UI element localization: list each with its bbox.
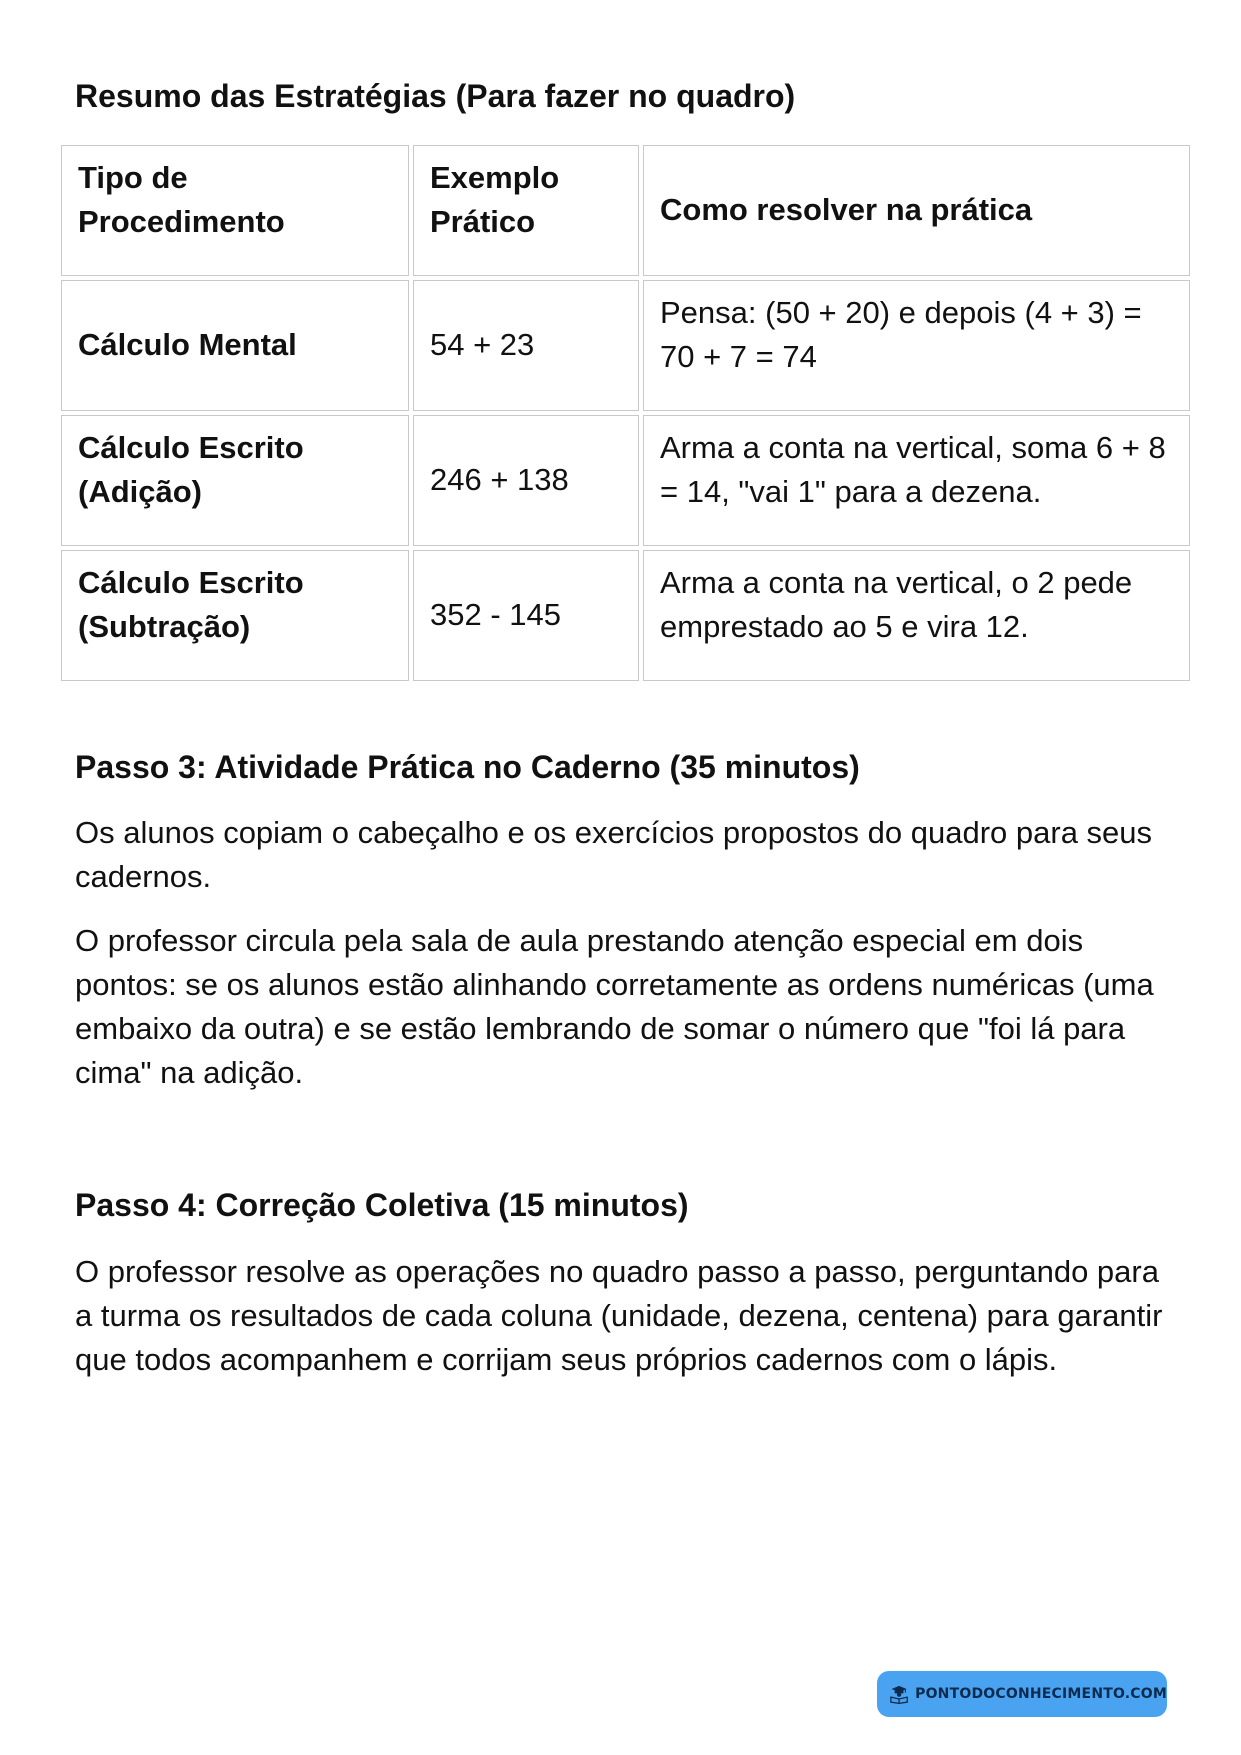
site-badge[interactable] — [877, 1671, 1167, 1717]
row-how-cell: Arma a conta na vertical, soma 6 + 8 = 14, "vai 1" para a dezena. — [643, 415, 1190, 546]
table-row — [61, 415, 1190, 546]
row-type-cell: Cálculo Escrito (Adição) — [61, 415, 409, 546]
header-how-to-solve: Como resolver na prática — [643, 145, 1190, 276]
header-practical-example: Exemplo Prático — [413, 145, 639, 276]
row-how-cell: Pensa: (50 + 20) e depois (4 + 3) = 70 + 7 = 74 — [643, 280, 1190, 411]
row-example-cell: 54 + 23 — [413, 280, 639, 411]
row-type-cell: Cálculo Mental — [61, 280, 409, 411]
table-row — [61, 280, 1190, 411]
table-header-row — [61, 145, 1190, 276]
site-url: PONTODOCONHECIMENTO.COM — [915, 1686, 1167, 1702]
row-example-cell: 246 + 138 — [413, 415, 639, 546]
row-how-cell: Arma a conta na vertical, o 2 pede emprestado ao 5 e vira 12. — [643, 550, 1190, 681]
table-row — [61, 550, 1190, 681]
step4-title: Passo 4: Correção Coletiva (15 minutos) — [75, 1187, 689, 1223]
step3-title: Passo 3: Atividade Prática no Caderno (35 minutos) — [75, 749, 860, 785]
header-procedure-type: Tipo de Procedimento — [61, 145, 409, 276]
strategies-table — [57, 141, 1194, 685]
graduate-reading-book-icon — [889, 1679, 909, 1709]
row-type-cell: Cálculo Escrito (Subtração) — [61, 550, 409, 681]
step3-paragraph-2: O professor circula pela sala de aula prestando atenção especial em dois pontos: se os alunos estão alinhando corretamente as ordens numéricas (uma embaixo da outra) e se estão lembrando de somar o número que "foi lá para cima" na adição. — [75, 923, 1154, 1090]
summary-title: Resumo das Estratégias (Para fazer no quadro) — [75, 78, 796, 114]
step3-paragraph-1: Os alunos copiam o cabeçalho e os exercícios propostos do quadro para seus cadernos. — [75, 815, 1153, 894]
row-example-cell: 352 - 145 — [413, 550, 639, 681]
step4-paragraph-1: O professor resolve as operações no quadro passo a passo, perguntando para a turma os resultados de cada coluna (unidade, dezena, centena) para garantir que todos acompanhem e corrijam seus próprios cadernos com o lápis. — [75, 1254, 1163, 1377]
